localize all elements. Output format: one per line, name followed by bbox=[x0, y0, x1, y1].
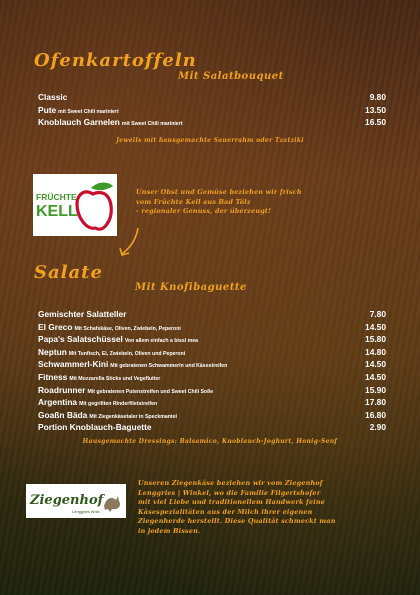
menu-item bbox=[38, 397, 386, 410]
ziegenhof-logo bbox=[26, 484, 126, 518]
menu-item bbox=[38, 359, 386, 372]
item-price: 16.80 bbox=[365, 409, 386, 420]
menu-item bbox=[38, 372, 386, 385]
item-price: 2.90 bbox=[369, 422, 386, 433]
ofenkartoffeln-title: Ofenkartoffeln bbox=[34, 50, 197, 71]
ofenkartoffeln-note: Jeweils mit hausgemachte Sauerrahm oder Tzatziki bbox=[116, 137, 304, 144]
kell-logo-line2: KELL bbox=[36, 203, 78, 220]
ofenkartoffeln-subtitle: Mit Salatbouquet bbox=[178, 71, 284, 82]
salate-note: Hausgemachte Dressings: Balsamico, Knoblauch-Joghurt, Honig-Senf bbox=[82, 438, 338, 445]
item-desc: Mit Mozzarella Sticks und Vegeflutter bbox=[69, 375, 161, 382]
item-name: El Greco bbox=[38, 321, 73, 332]
item-desc: Mit Tunfisch, Ei, Zwiebeln, Oliven und Peperoni bbox=[68, 350, 186, 357]
kell-text-line: Unser Obst und Gemüse beziehen wir frisch bbox=[136, 188, 302, 196]
menu-item bbox=[38, 309, 386, 322]
menu-item bbox=[38, 105, 386, 118]
item-desc: Von allem einfach a bissl mea bbox=[124, 338, 198, 345]
item-name: Portion Knoblauch-Baguette bbox=[38, 422, 152, 433]
menu-item bbox=[38, 385, 386, 398]
item-name: Pute bbox=[38, 104, 57, 115]
item-name: Roadrunner bbox=[38, 384, 86, 395]
arrow-icon bbox=[118, 226, 142, 260]
item-price: 15.90 bbox=[365, 384, 386, 395]
ofenkartoffeln-list bbox=[38, 92, 386, 130]
menu-item bbox=[38, 410, 386, 423]
item-desc: Mit Ziegenkäsetaler in Speckmantel bbox=[89, 413, 177, 420]
goat-icon bbox=[26, 484, 126, 518]
apple-icon bbox=[33, 174, 117, 236]
ziegenhof-text-line: Käsespezialitäten aus der Milch ihrer eigenen bbox=[138, 507, 313, 516]
item-price: 14.50 bbox=[365, 321, 386, 332]
item-desc: Mit gebratenen Schwammerln und Käsestreifen bbox=[110, 363, 228, 370]
menu-item bbox=[38, 92, 386, 105]
item-name: Argentina bbox=[38, 397, 78, 408]
item-price: 17.80 bbox=[365, 397, 386, 408]
item-name: Neptun bbox=[38, 346, 67, 357]
item-price: 14.50 bbox=[365, 371, 386, 382]
fruechte-kell-logo bbox=[33, 174, 117, 236]
item-desc: Mit gegrillten Rinderfiletstreifen bbox=[79, 401, 158, 408]
menu-item bbox=[38, 422, 386, 435]
item-name: Papa's Salatschüssel bbox=[38, 334, 123, 345]
menu-item bbox=[38, 117, 386, 130]
menu-item bbox=[38, 322, 386, 335]
kell-text-line: vom Früchte Kell aus Bad Tölz bbox=[136, 197, 251, 206]
ziegenhof-text bbox=[138, 479, 336, 537]
item-desc: Mit gebratenen Putenstreifen und Sweet Chili Soße bbox=[87, 388, 214, 395]
ziegenhof-text-line: in jedem Bissen. bbox=[138, 526, 201, 535]
item-desc: Mit Schafskäse, Oliven, Zwiebeln, Peperoni bbox=[74, 325, 181, 332]
kell-logo-line1: FRÜCHTE bbox=[36, 192, 77, 202]
menu-item bbox=[38, 347, 386, 360]
ziegenhof-text-line: Unseren Ziegenkäse beziehen wir vom Ziegenhof bbox=[138, 479, 323, 487]
item-price: 16.50 bbox=[365, 117, 386, 128]
ziegenhof-text-line: Lenggries | Winkel, wo die Familie Filgertshofer bbox=[138, 488, 321, 497]
item-price: 9.80 bbox=[369, 92, 386, 102]
salate-list bbox=[38, 309, 386, 435]
item-price: 15.80 bbox=[365, 334, 386, 345]
item-name: Fitness bbox=[38, 371, 68, 382]
item-desc: mit Sweet Chili mariniert bbox=[58, 108, 119, 115]
item-price: 13.50 bbox=[365, 104, 386, 115]
item-name: Classic bbox=[38, 92, 68, 102]
kell-text-line: - regionaler Genuss, der überzeugt! bbox=[136, 207, 272, 216]
item-name: Gemischter Salatteller bbox=[38, 309, 127, 319]
item-price: 7.80 bbox=[369, 309, 386, 319]
item-price: 14.50 bbox=[365, 359, 386, 370]
ziegenhof-text-line: Ziegenherde herstellt. Diese Qualität schmeckt man bbox=[138, 517, 336, 526]
ziegenhof-text-line: mit viel Liebe und traditionellem Handwerk feine bbox=[138, 498, 326, 507]
ziegenhof-logo-sub: Lenggries Wnkl bbox=[72, 509, 100, 514]
salate-title: Salate bbox=[34, 262, 103, 283]
menu-item bbox=[38, 334, 386, 347]
item-name: Schwammerl-Kini bbox=[38, 359, 109, 370]
item-name: Knoblauch Garnelen bbox=[38, 117, 120, 128]
kell-text bbox=[136, 188, 302, 217]
item-name: Goaßn Bäda bbox=[38, 409, 88, 420]
ziegenhof-logo-text: Ziegenhof bbox=[30, 493, 104, 508]
item-price: 14.80 bbox=[365, 346, 386, 357]
salate-subtitle: Mit Knofibaguette bbox=[135, 282, 247, 293]
item-desc: mit Sweet Chili mariniert bbox=[121, 121, 183, 128]
